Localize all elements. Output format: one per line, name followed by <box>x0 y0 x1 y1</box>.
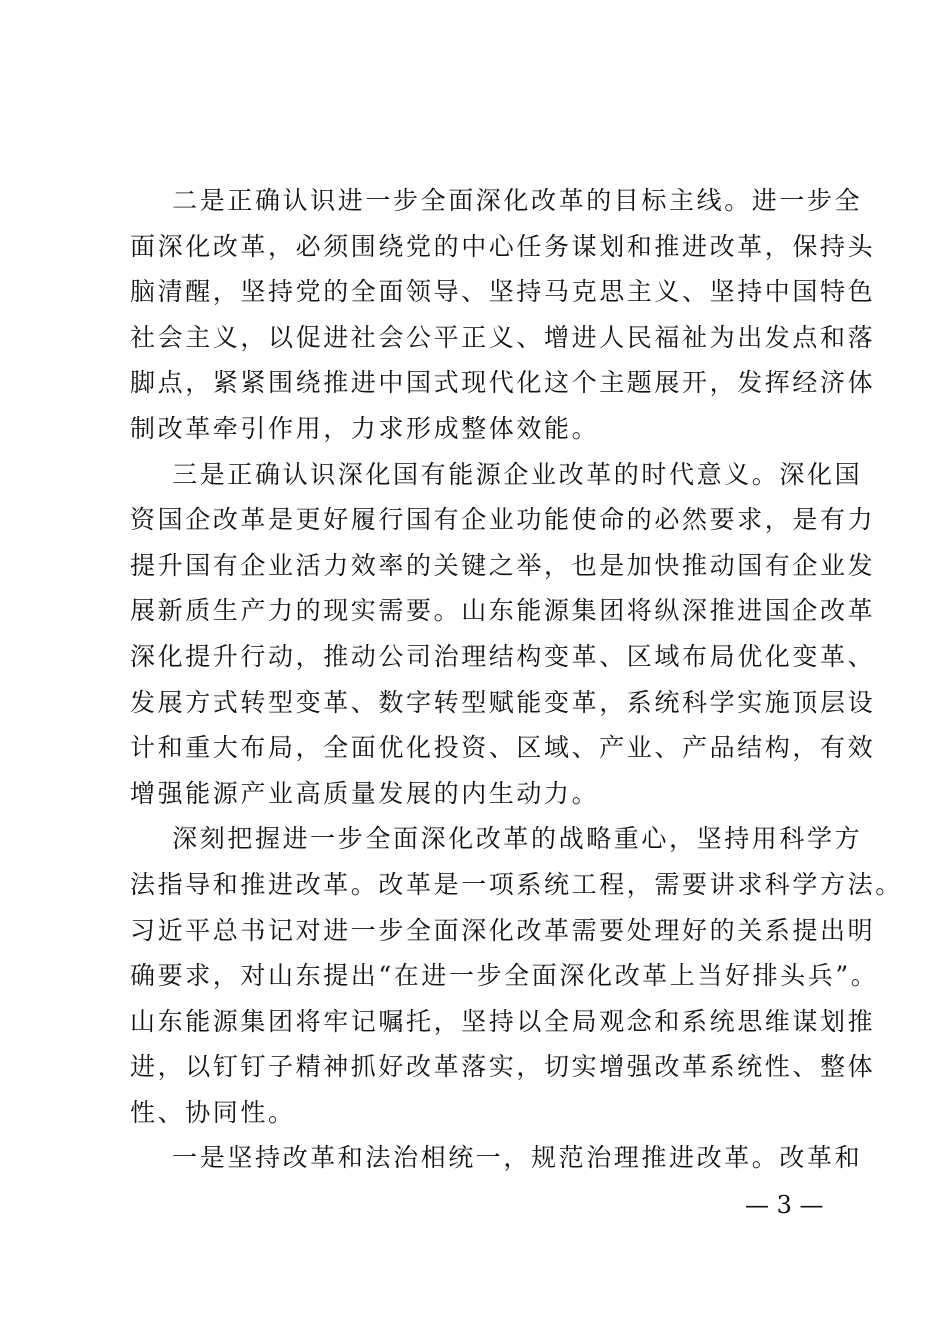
body-text <box>130 178 903 1181</box>
text-line: 进，以钉钉子精神抓好改革落实，切实增强改革系统性、整体 <box>130 1052 876 1082</box>
text-line: 二是正确认识进一步全面深化改革的目标主线。进一步全 <box>130 186 863 215</box>
text-line: 制改革牵引作用，力求形成整体效能。 <box>130 413 600 443</box>
text-line: 脑清醒，坚持党的全面领导、坚持马克思主义、坚持中国特色 <box>130 277 876 307</box>
text-line: 发展方式转型变革、数字转型赋能变革，系统科学实施顶层设 <box>130 687 876 717</box>
text-line: 三是正确认识深化国有能源企业改革的时代意义。深化国 <box>130 459 863 489</box>
text-line: 习近平总书记对进一步全面深化改革需要处理好的关系提出明 <box>130 915 876 945</box>
text-line: 确要求，对山东提出“在进一步全面深化改革上当好排头兵”。 <box>130 961 879 991</box>
text-line: 法指导和推进改革。改革是一项系统工程，需要讲求科学方法。 <box>130 869 903 899</box>
text-line: 资国企改革是更好履行国有企业功能使命的必然要求，是有力 <box>130 505 876 535</box>
text-line: 增强能源产业高质量发展的内生动力。 <box>130 778 600 808</box>
text-line: 深化提升行动，推动公司治理结构变革、区域布局优化变革、 <box>130 641 876 671</box>
text-line: 一是坚持改革和法治相统一，规范治理推进改革。改革和 <box>130 1143 863 1173</box>
text-line: 面深化改革，必须围绕党的中心任务谋划和推进改革，保持头 <box>130 231 876 261</box>
text-line: 山东能源集团将牢记嘱托，坚持以全局观念和系统思维谋划推 <box>130 1006 876 1036</box>
text-line: 深刻把握进一步全面深化改革的战略重心，坚持用科学方 <box>130 824 863 854</box>
text-line: 展新质生产力的现实需要。山东能源集团将纵深推进国企改革 <box>130 596 876 626</box>
text-line: 性、协同性。 <box>130 1097 296 1127</box>
text-line: 提升国有企业活力效率的关键之举，也是加快推动国有企业发 <box>130 550 876 580</box>
text-line: 计和重大布局，全面优化投资、区域、产业、产品结构，有效 <box>130 733 876 763</box>
page-number: — 3 — <box>745 1191 824 1219</box>
text-line: 社会主义，以促进社会公平正义、增进人民福祉为出发点和落 <box>130 322 876 352</box>
text-line: 脚点，紧紧围绕推进中国式现代化这个主题展开，发挥经济体 <box>130 368 876 398</box>
